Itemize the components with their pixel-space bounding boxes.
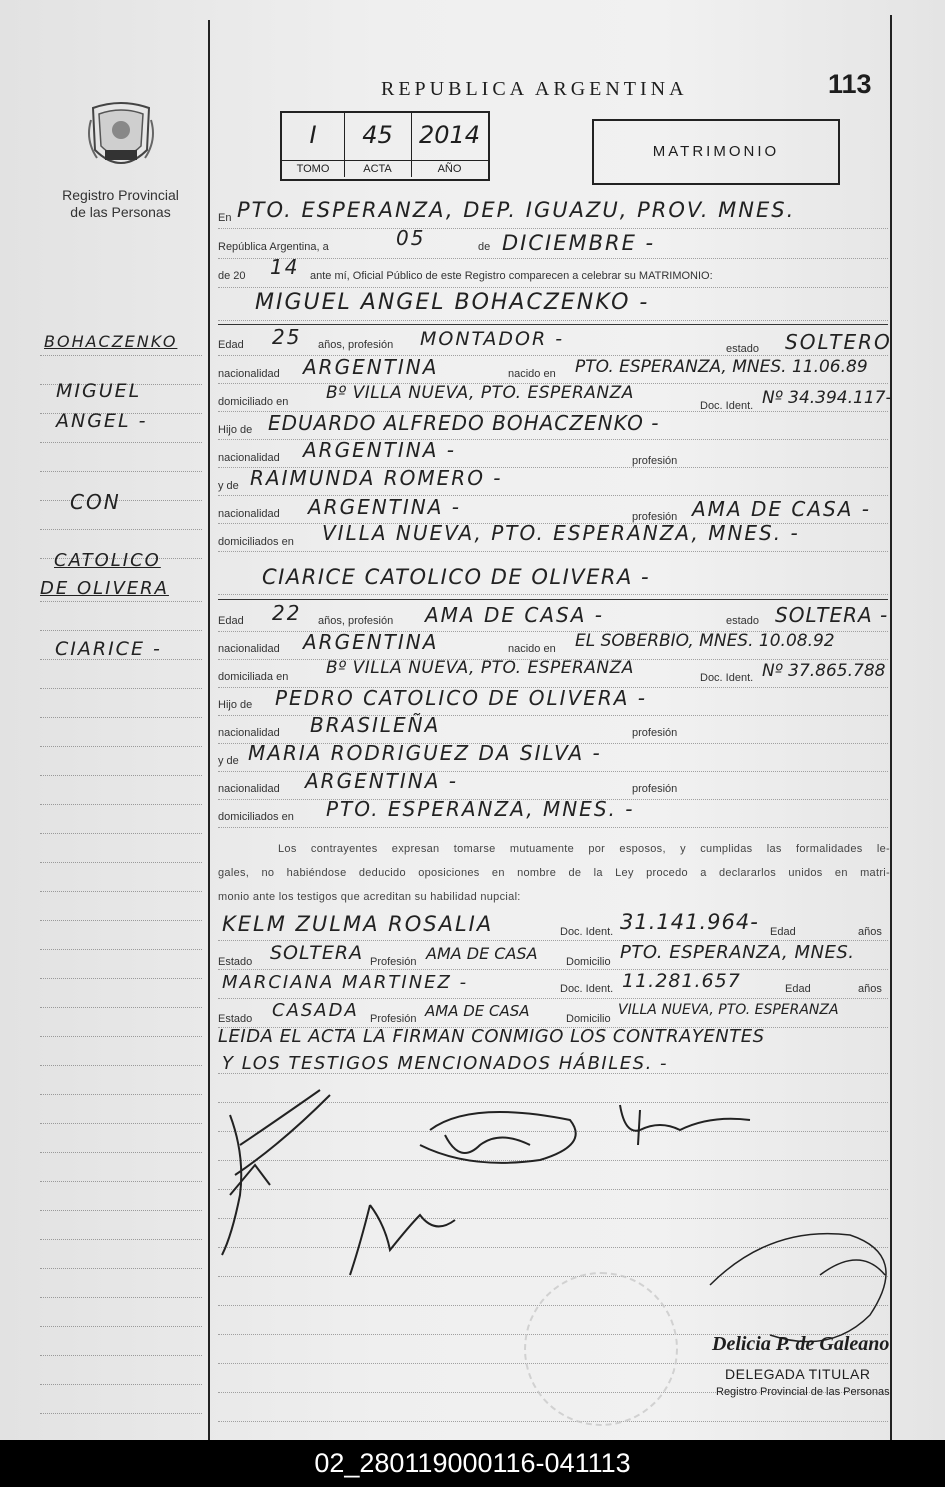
witness1-address: PTO. ESPERANZA, MNES.	[620, 942, 855, 963]
acta-label: ACTA	[344, 160, 411, 178]
agency-name	[48, 187, 193, 221]
bride-father-prof-label: profesión	[632, 727, 678, 739]
groom-occupation: MONTADOR -	[420, 328, 565, 350]
republica-label: República Argentina, a	[218, 241, 329, 253]
witness2-anos-label: años	[858, 983, 882, 995]
groom-age: 25	[272, 325, 302, 349]
groom-yde-label: y de	[218, 480, 239, 492]
official-stamp	[524, 1272, 678, 1426]
closing-line2: Y LOS TESTIGOS MENCIONADOS HÁBILES. -	[222, 1053, 669, 1074]
groom-mother-nac-label: nacionalidad	[218, 508, 280, 520]
groom-hijo-label: Hijo de	[218, 424, 253, 436]
margin-bride-surname1: CATOLICO	[54, 550, 161, 571]
declaration-line1: Los contrayentes expresan tomarse mutuamente por esposos, y cumplidas las formalidades le-	[278, 843, 890, 855]
witness1-id: 31.141.964-	[620, 910, 759, 934]
groom-mother-nationality: ARGENTINA -	[308, 495, 462, 519]
registrar-name: Delicia P. de Galeano	[712, 1333, 890, 1355]
agency-line1: Registro Provincial	[62, 187, 179, 203]
groom-domiciliado-label: domiciliado en	[218, 396, 289, 408]
groom-nationality: ARGENTINA	[303, 355, 439, 379]
groom-father-prof-label: profesión	[632, 455, 678, 467]
witness1-edad-label: Edad	[770, 926, 796, 938]
declaration-line2: gales, no habiéndose deducido oposiciones en nombre de la Ley procedo a declararlos unidos en matri-	[218, 867, 890, 879]
declaration-line3: monio ante los testigos que acreditan su habilidad nupcial:	[218, 891, 521, 903]
year-suffix: 14	[270, 255, 300, 279]
provincial-seal-icon	[87, 100, 155, 176]
bride-yde-label: y de	[218, 755, 239, 767]
bride-birthplace: EL SOBERBIO, MNES. 10.08.92	[575, 631, 835, 651]
closing-line1: LEIDA EL ACTA LA FIRMAN CONMIGO LOS CONTRAYENTES	[218, 1026, 765, 1047]
witness1-prof-label: Profesión	[370, 956, 417, 968]
witness2-id: 11.281.657	[622, 970, 741, 992]
marriage-place: PTO. ESPERANZA, DEP. IGUAZU, PROV. MNES.	[237, 198, 796, 222]
anio-value: 2014	[418, 121, 481, 149]
margin-groom-surname: BOHACZENKO	[44, 332, 178, 351]
groom-anos-prof-label: años, profesión	[318, 339, 394, 351]
witness2-civil-status: CASADA	[272, 1000, 359, 1021]
bride-domiciliados-label: domiciliados en	[218, 811, 294, 823]
witness2-doc-label: Doc. Ident.	[560, 983, 614, 995]
bride-nacido-label: nacido en	[508, 643, 556, 655]
appear-text: ante mí, Oficial Público de este Registro comparecen a celebrar su MATRIMONIO:	[310, 270, 713, 282]
margin-con: CON	[70, 490, 121, 514]
bride-age: 22	[272, 601, 302, 625]
groom-domiciliados-label: domiciliados en	[218, 536, 294, 548]
anio-cell	[411, 113, 488, 177]
record-type-box: MATRIMONIO	[592, 119, 840, 185]
country-title: REPUBLICA ARGENTINA	[381, 78, 688, 100]
witness1-anos-label: años	[858, 926, 882, 938]
witness1-dom-label: Domicilio	[566, 956, 611, 968]
tomo-value: I	[309, 121, 317, 149]
witness2-address: VILLA NUEVA, PTO. ESPERANZA	[618, 1002, 839, 1018]
witness2-dom-label: Domicilio	[566, 1013, 611, 1025]
bride-occupation: AMA DE CASA -	[425, 603, 604, 627]
groom-id: Nº 34.394.117-	[762, 388, 892, 408]
groom-mother: RAIMUNDA ROMERO -	[250, 466, 503, 490]
margin-groom-given1: MIGUEL	[56, 380, 142, 402]
groom-estado-label: estado	[726, 343, 760, 355]
page-number: 113	[828, 69, 872, 99]
witness2-prof-label: Profesión	[370, 1013, 417, 1025]
groom-mother-prof-label: profesión	[632, 511, 678, 523]
margin-bride-given: CIARICE -	[55, 638, 162, 660]
bride-father-nationality: BRASILEÑA	[310, 713, 441, 737]
registrar-role: DELEGADA TITULAR	[725, 1366, 871, 1382]
groom-parents-address: VILLA NUEVA, PTO. ESPERANZA, MNES. -	[322, 521, 800, 545]
acta-value: 45	[362, 121, 393, 149]
witness1-occupation: AMA DE CASA	[426, 944, 538, 963]
registrar-org: Registro Provincial de las Personas	[716, 1386, 890, 1398]
bride-father-nac-label: nacionalidad	[218, 727, 280, 739]
witness2-estado-label: Estado	[218, 1013, 253, 1025]
witness2-occupation: AMA DE CASA	[425, 1002, 530, 1020]
groom-address: Bº VILLA NUEVA, PTO. ESPERANZA	[326, 383, 634, 403]
witness1-civil-status: SOLTERA	[270, 942, 364, 964]
agency-line2: de las Personas	[70, 204, 171, 220]
bride-parents-address: PTO. ESPERANZA, MNES. -	[326, 797, 635, 821]
groom-nacido-label: nacido en	[508, 368, 556, 380]
groom-birthplace: PTO. ESPERANZA, MNES. 11.06.89	[575, 357, 868, 377]
bride-id: Nº 37.865.788	[762, 661, 886, 681]
witness2-name: MARCIANA MARTINEZ -	[222, 972, 469, 993]
acta-cell	[344, 113, 412, 177]
groom-edad-label: Edad	[218, 339, 244, 351]
groom-doc-label: Doc. Ident.	[700, 400, 754, 412]
bride-name: CIARICE CATOLICO DE OLIVERA -	[262, 565, 651, 589]
year-prefix: de 20	[218, 270, 246, 282]
bride-mother: MARIA RODRIGUEZ DA SILVA -	[248, 741, 602, 765]
margin-groom-given2: ANGEL -	[56, 410, 148, 432]
bride-nacionalidad-label: nacionalidad	[218, 643, 280, 655]
bride-domiciliada-label: domiciliada en	[218, 671, 289, 683]
tomo-cell	[282, 113, 345, 177]
groom-civil-status: SOLTERO	[785, 330, 892, 354]
bride-mother-nationality: ARGENTINA -	[305, 769, 459, 793]
marriage-month: DICIEMBRE -	[502, 231, 656, 255]
marriage-day: 05	[396, 226, 426, 250]
groom-mother-occupation: AMA DE CASA -	[692, 497, 871, 521]
de-label: de	[478, 241, 491, 253]
bride-estado-label: estado	[726, 615, 760, 627]
margin-bride-surname2: DE OLIVERA	[40, 578, 169, 599]
groom-father-nationality: ARGENTINA -	[303, 438, 457, 462]
groom-father-nac-label: nacionalidad	[218, 452, 280, 464]
bride-hijo-label: Hijo de	[218, 699, 253, 711]
witness1-estado-label: Estado	[218, 956, 253, 968]
footer-code: 02_280119000116-041113	[0, 1440, 945, 1487]
witness1-name: KELM ZULMA ROSALIA	[222, 912, 494, 936]
witness1-doc-label: Doc. Ident.	[560, 926, 614, 938]
bride-doc-label: Doc. Ident.	[700, 672, 754, 684]
anio-label: AÑO	[411, 160, 488, 178]
bride-civil-status: SOLTERA -	[775, 603, 889, 627]
witness2-edad-label: Edad	[785, 983, 811, 995]
en-label: En	[218, 212, 232, 224]
bride-mother-prof-label: profesión	[632, 783, 678, 795]
groom-name: MIGUEL ANGEL BOHACZENKO -	[255, 290, 650, 315]
groom-nacionalidad-label: nacionalidad	[218, 368, 280, 380]
bride-anos-prof-label: años, profesión	[318, 615, 394, 627]
groom-father: EDUARDO ALFREDO BOHACZENKO -	[268, 411, 660, 435]
record-reference-box	[280, 111, 490, 181]
tomo-label: TOMO	[282, 160, 344, 178]
bride-address: Bº VILLA NUEVA, PTO. ESPERANZA	[326, 658, 634, 678]
bride-edad-label: Edad	[218, 615, 244, 627]
bride-mother-nac-label: nacionalidad	[218, 783, 280, 795]
bride-nationality: ARGENTINA	[303, 630, 439, 654]
bride-father: PEDRO CATOLICO DE OLIVERA -	[275, 686, 647, 710]
